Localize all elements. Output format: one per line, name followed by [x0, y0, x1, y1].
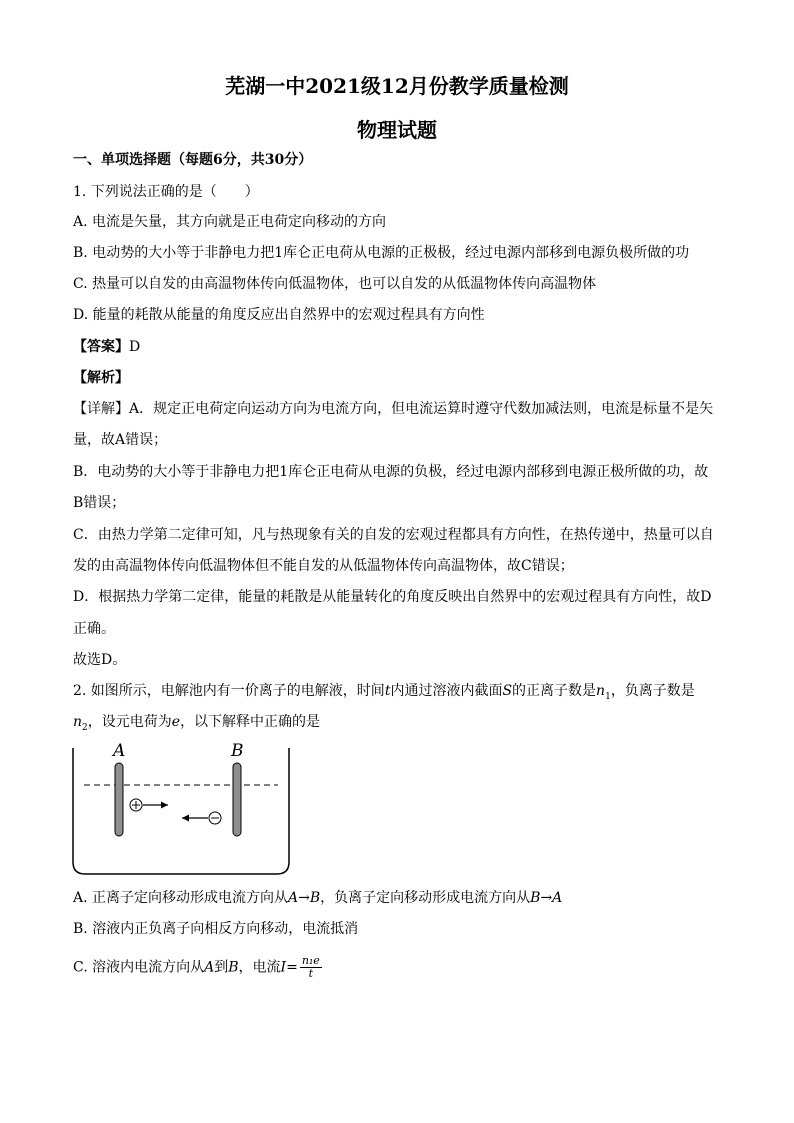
electrode-b [233, 763, 241, 836]
var-e: e [171, 714, 181, 730]
detail-tag: 【详解】 [73, 401, 129, 417]
option-var: A→B [288, 890, 321, 906]
option-var: B→A [530, 890, 563, 906]
question-2-option-b: B. 溶液内正负离子向相反方向移动，电流抵消 [73, 921, 359, 937]
var-t: t [384, 683, 391, 699]
question-1-option-c: C. 热量可以自发的由高温物体传向低温物体，也可以自发的从低温物体传向高温物体 [73, 276, 597, 292]
question-1-option-a: A. 电流是矢量，其方向就是正电荷定向移动的方向 [73, 214, 387, 230]
fraction-numerator: n₁e [301, 954, 320, 967]
answer-row [73, 337, 140, 357]
question-2-option-a [73, 888, 562, 908]
fraction-denominator: t [308, 967, 314, 980]
section-heading: 一、单项选择题（每题6分，共30分） [73, 152, 313, 168]
stem-text: ，负离子数是 [610, 683, 695, 699]
stem-text: 的正离子数是 [512, 683, 597, 699]
detail-line [73, 399, 713, 419]
option-var: B [228, 959, 239, 976]
var-n1: n [596, 683, 606, 699]
answer-tag: 【答案】 [73, 339, 129, 355]
page-subtitle: 物理试题 [357, 118, 437, 142]
question-1-stem: 1. 下列说法正确的是（ ） [73, 184, 259, 200]
var-n2-sub: 2 [82, 722, 88, 733]
stem-text: ，以下解释中正确的是 [180, 714, 321, 730]
stem-text: ，设元电荷为 [87, 714, 172, 730]
option-var: A [204, 959, 215, 976]
question-2-stem-line1 [73, 681, 695, 707]
question-1-option-d: D. 能量的耗散从能量的角度反应出自然界中的宏观过程具有方向性 [73, 307, 485, 323]
detail-line: 量，故A错误； [73, 432, 168, 448]
question-2-option-c [73, 955, 322, 980]
detail-line: D．根据热力学第二定律，能量的耗散是从能量转化的角度反映出自然界中的宏观过程具有方向性，故D [73, 589, 712, 605]
stem-text: 内通过溶液内截面 [390, 683, 503, 699]
label-b: B [231, 741, 244, 761]
arrow-left-icon [182, 815, 189, 822]
fraction [300, 955, 322, 980]
option-text: A. 正离子定向移动形成电流方向从 [73, 890, 289, 906]
var-s: S [502, 683, 513, 699]
stem-text: 2. 如图所示，电解池内有一价离子的电解液，时间 [73, 683, 385, 699]
detail-line: 故选D。 [73, 652, 127, 668]
detail-line: 正确。 [73, 621, 115, 637]
option-text: = [286, 959, 298, 976]
answer-value: D [129, 339, 141, 355]
electrolysis-figure [66, 738, 298, 880]
container-outline [73, 748, 289, 874]
var-n2: n [73, 714, 83, 730]
detail-line: B．电动势的大小等于非静电力把1库仑正电荷从电源的负极，经过电源内部移到电源正极所做的功，故 [73, 464, 709, 480]
label-a: A [113, 741, 126, 761]
detail-text: A．规定正电荷定向运动方向为电流方向，但电流运算时遵守代数加减法则，电流是标量不是矢 [129, 401, 714, 417]
option-text: ，电流 [238, 959, 281, 976]
option-text: ，负离子定向移动形成电流方向从 [320, 890, 531, 906]
var-n1-sub: 1 [605, 691, 611, 702]
option-text: C. 溶液内电流方向从 [73, 959, 205, 976]
option-var: I [280, 959, 287, 976]
analysis-tag: 【解析】 [73, 370, 129, 386]
arrow-right-icon [161, 802, 168, 809]
detail-line: C．由热力学第二定律可知，凡与热现象有关的自发的宏观过程都具有方向性，在热传递中，热量可以自 [73, 527, 714, 543]
electrode-a [115, 763, 123, 836]
page-title: 芜湖一中2021级12月份教学质量检测 [225, 74, 569, 98]
option-text: 到 [214, 959, 229, 976]
detail-line: B错误； [73, 495, 126, 511]
question-2-stem-line2 [73, 712, 320, 738]
detail-line: 发的由高温物体传向低温物体但不能自发的从低温物体传向高温物体，故C错误； [73, 558, 574, 574]
question-1-option-b: B. 电动势的大小等于非静电力把1库仑正电荷从电源的正极极，经过电源内部移到电源负极所做的功 [73, 245, 690, 261]
